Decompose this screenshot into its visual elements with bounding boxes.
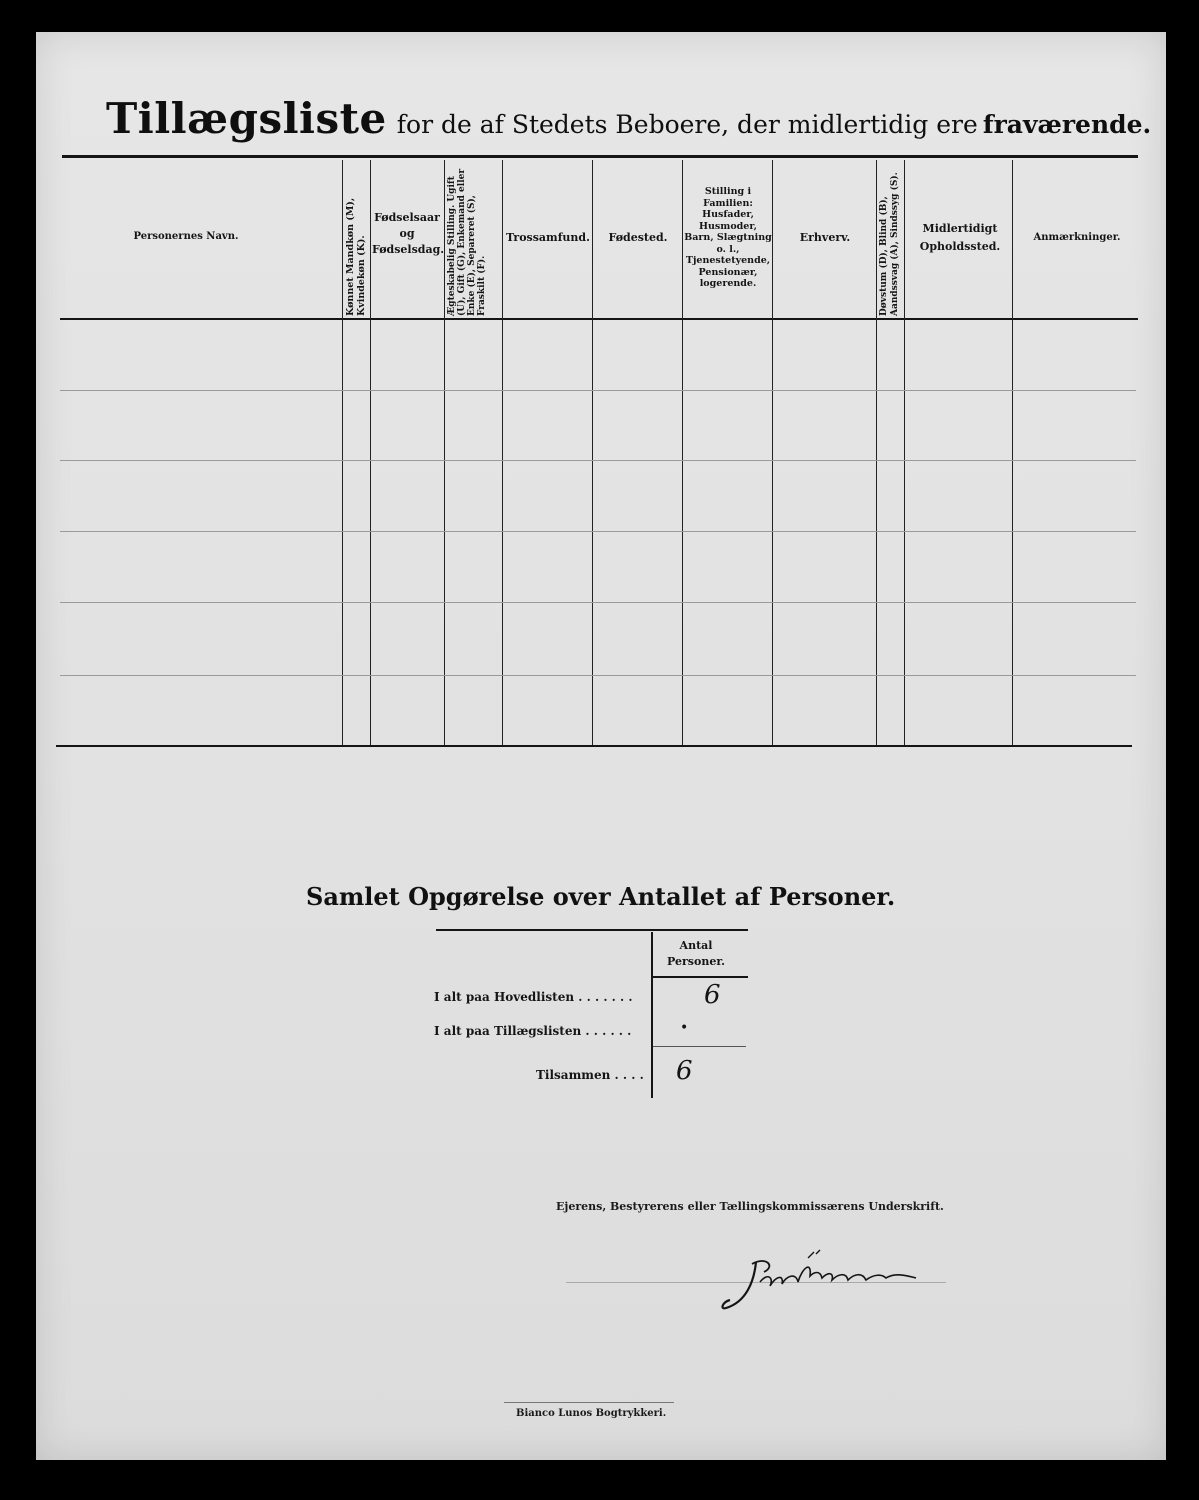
row-divider [60, 460, 1136, 461]
summary-value-main-list: 6 [704, 980, 721, 1010]
col-header-disability: Døvstum (D), Blind (B), Aandssvag (A), Sindssyg (S). [879, 172, 900, 316]
column-divider [502, 160, 503, 745]
col-header-birthplace: Fødested. [608, 231, 668, 244]
handwritten-signature [716, 1242, 926, 1322]
summary-label-main-list: I alt paa Hovedlisten . . . . . . . [434, 990, 633, 1004]
column-divider [342, 160, 343, 745]
summary-label-total: Tilsammen . . . . [536, 1068, 644, 1082]
col-header-name: Personernes Navn. [133, 231, 239, 242]
summary-top-rule [436, 929, 748, 931]
title-main: Tillægsliste [106, 94, 387, 143]
column-divider [876, 160, 877, 745]
summary-subtotal-rule [653, 1046, 746, 1047]
top-rule [62, 155, 1138, 158]
col-header-temporary-residence: Midlertidigt Opholdssted. [919, 222, 1001, 253]
col-header-religion: Trossamfund. [506, 231, 590, 244]
summary-column-line [651, 932, 653, 1098]
row-divider [60, 390, 1136, 391]
title-emphasis: fraværende. [982, 110, 1152, 139]
signature-caption: Ejerens, Bestyrerens eller Tællingskommissærens Underskrift. [556, 1200, 944, 1213]
title-subtitle: for de af Stedets Beboere, der midlertidig ere [396, 110, 978, 139]
printer-imprint: Bianco Lunos Bogtrykkeri. [516, 1408, 667, 1419]
summary-label-supplement-list: I alt paa Tillægslisten . . . . . . [434, 1024, 632, 1038]
summary-col-header: Antal Personer. [667, 939, 725, 968]
summary-value-total: 6 [676, 1056, 693, 1086]
footer-rule [504, 1402, 674, 1403]
column-divider [772, 160, 773, 745]
col-header-marital: Ægteskabelig Stilling. Ugift (U), Gift (G), Enkemand eller Enke (E), Separeret (S), Fraskilt (F). [447, 168, 487, 316]
column-divider [592, 160, 593, 745]
column-divider [1012, 160, 1013, 745]
table-bottom-rule [56, 745, 1132, 747]
column-divider [370, 160, 371, 745]
row-divider [60, 675, 1136, 676]
column-divider [682, 160, 683, 745]
census-form-page [36, 32, 1166, 1460]
column-divider [444, 160, 445, 745]
col-header-family-position: Stilling i Familien: Husfader, Husmoder, Barn, Slægtning o. l., Tjenestetyende, Pensionær, logerende. [684, 186, 772, 289]
col-header-occupation: Erhverv. [799, 231, 851, 244]
col-header-sex: Kønnet Mandkøn (M), Kvindekøn (K). [345, 197, 367, 316]
summary-title: Samlet Opgørelse over Antallet af Personer. [306, 882, 896, 911]
header-bottom-rule [60, 318, 1138, 320]
summary-value-supplement-list: • [680, 1020, 689, 1036]
column-divider [904, 160, 905, 745]
summary-header-rule [653, 976, 748, 978]
row-divider [60, 531, 1136, 532]
col-header-birth: Fødselsaar og Fødselsdag. [372, 211, 445, 256]
col-header-remarks: Anmærkninger. [1033, 232, 1121, 243]
form-title [106, 94, 1152, 143]
row-divider [60, 602, 1136, 603]
